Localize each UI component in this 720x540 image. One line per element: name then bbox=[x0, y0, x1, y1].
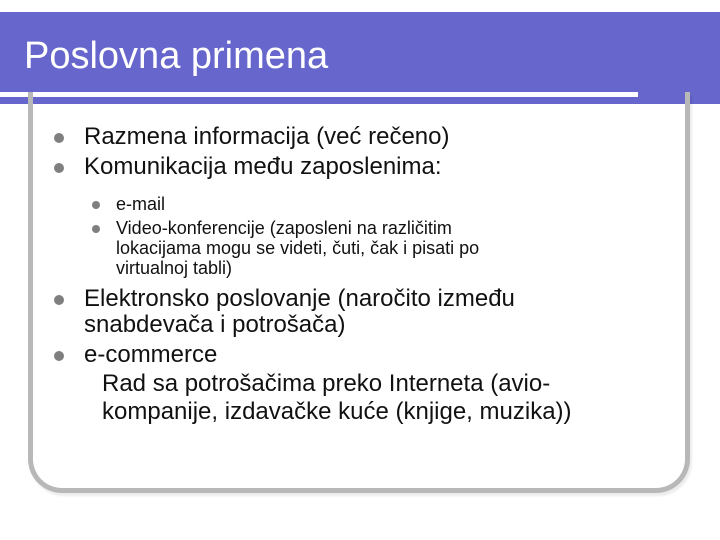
bullet-icon bbox=[54, 351, 64, 361]
detail-line: Rad sa potrošačima preko Interneta (avio- bbox=[102, 370, 551, 397]
bullet-icon bbox=[92, 225, 100, 233]
sub-bullet-line: Video-konferencije (zaposleni na različitim bbox=[116, 218, 452, 238]
sub-bullet-text bbox=[116, 218, 664, 278]
slide-content bbox=[54, 124, 664, 426]
bullet-text: Komunikacija među zaposlenima: bbox=[84, 153, 442, 180]
bullet-item bbox=[54, 154, 664, 180]
bullet-icon bbox=[54, 133, 64, 143]
bullet-item bbox=[54, 342, 664, 368]
bullet-text: e-commerce bbox=[84, 341, 218, 368]
sub-bullet-text: e-mail bbox=[116, 194, 166, 214]
detail-line: kompanije, izdavačke kuće (knjige, muzika)) bbox=[102, 398, 572, 425]
bullet-icon bbox=[54, 295, 64, 305]
sub-bullet-line: lokacijama mogu se videti, čuti, čak i pisati po bbox=[116, 238, 480, 258]
bullet-icon bbox=[92, 201, 100, 209]
bullet-text bbox=[84, 286, 664, 338]
bullet-line: Elektronsko poslovanje (naročito između bbox=[84, 285, 515, 312]
bullet-item bbox=[54, 124, 664, 150]
bullet-line: snabdevača i potrošača) bbox=[84, 311, 346, 338]
sub-bullet-line: virtualnoj tabli) bbox=[116, 258, 233, 278]
bullet-item bbox=[54, 286, 664, 338]
detail-text bbox=[102, 370, 664, 426]
bullet-icon bbox=[54, 163, 64, 173]
sub-bullet-item bbox=[54, 218, 664, 278]
slide-title: Poslovna primena bbox=[24, 35, 329, 77]
sub-bullet-item bbox=[54, 194, 664, 214]
bullet-text: Razmena informacija (već rečeno) bbox=[84, 123, 450, 150]
